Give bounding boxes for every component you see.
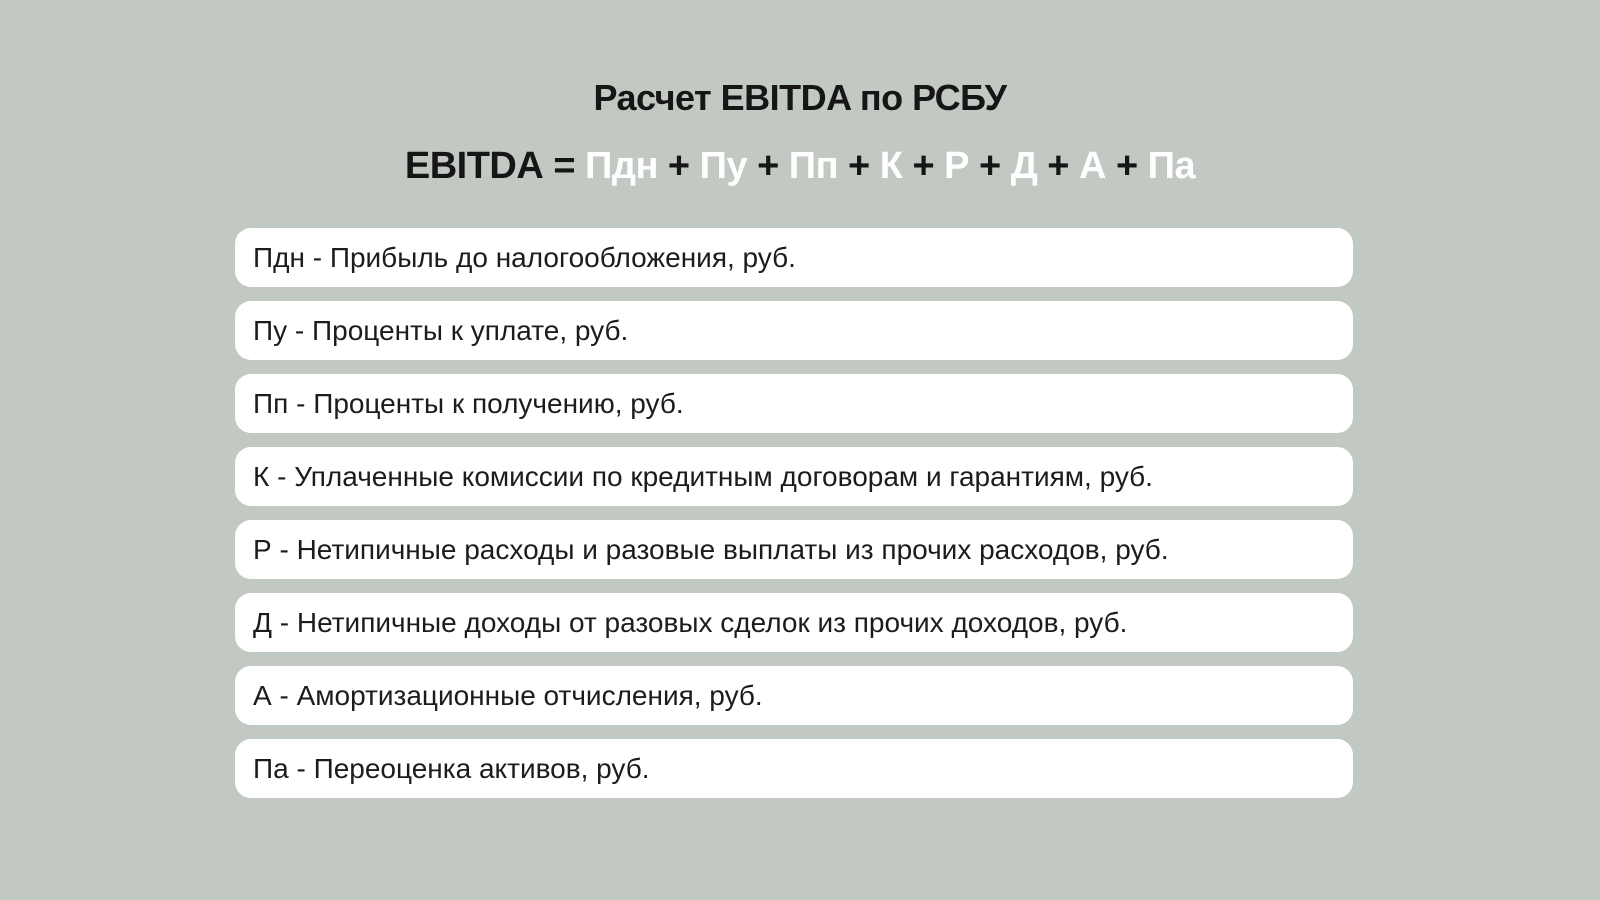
definition-abbr: Пу bbox=[253, 314, 288, 346]
definition-card: К - Уплаченные комиссии по кредитным договорам и гарантиям, руб. bbox=[235, 447, 1353, 506]
formula-plus: + bbox=[757, 145, 779, 187]
definitions-list bbox=[235, 228, 1353, 812]
definition-text: Проценты к уплате, руб. bbox=[312, 314, 629, 346]
definition-abbr: Пп bbox=[253, 387, 289, 419]
definition-text: Амортизационные отчисления, руб. bbox=[296, 679, 763, 711]
definition-text: Проценты к получению, руб. bbox=[313, 387, 684, 419]
definition-text: Нетипичные доходы от разовых сделок из прочих доходов, руб. bbox=[296, 606, 1128, 638]
formula-plus: + bbox=[912, 145, 935, 187]
definition-text: Нетипичные расходы и разовые выплаты из прочих расходов, руб. bbox=[296, 533, 1169, 565]
definition-card: Р - Нетипичные расходы и разовые выплаты из прочих расходов, руб. bbox=[235, 520, 1353, 579]
ebitda-formula bbox=[0, 143, 1600, 189]
definition-text: Переоценка активов, руб. bbox=[313, 752, 650, 784]
formula-equals: = bbox=[553, 145, 576, 187]
formula-plus: + bbox=[979, 145, 1001, 187]
definition-card: Д - Нетипичные доходы от разовых сделок из прочих доходов, руб. bbox=[235, 593, 1353, 652]
formula-term: Пп bbox=[788, 145, 839, 187]
formula-term: К bbox=[879, 145, 903, 187]
definition-card: Пу - Проценты к уплате, руб. bbox=[235, 301, 1353, 360]
page-title: Расчет EBITDA по РСБУ bbox=[593, 77, 1007, 118]
definition-card: Пп - Проценты к получению, руб. bbox=[235, 374, 1353, 433]
definition-abbr: А bbox=[253, 679, 272, 711]
formula-plus: + bbox=[667, 145, 690, 187]
definition-card: Па - Переоценка активов, руб. bbox=[235, 739, 1353, 798]
definition-card: А - Амортизационные отчисления, руб. bbox=[235, 666, 1353, 725]
definition-abbr: Р bbox=[253, 533, 272, 565]
formula-lhs: EBITDA bbox=[404, 145, 544, 187]
definition-abbr: Пдн bbox=[253, 241, 305, 273]
formula-term: Р bbox=[944, 145, 970, 187]
formula-term: Пу bbox=[699, 145, 748, 187]
definition-text: Прибыль до налогообложения, руб. bbox=[329, 241, 796, 273]
definition-abbr: Д bbox=[253, 606, 272, 638]
formula-plus: + bbox=[1115, 145, 1138, 187]
definition-abbr: К bbox=[253, 460, 270, 492]
formula-term: Пдн bbox=[585, 145, 658, 187]
formula-term: Па bbox=[1147, 145, 1196, 187]
formula-term: А bbox=[1079, 145, 1106, 187]
definition-card: Пдн - Прибыль до налогообложения, руб. bbox=[235, 228, 1353, 287]
formula-term: Д bbox=[1010, 145, 1038, 187]
definition-abbr: Па bbox=[253, 752, 289, 784]
formula-plus: + bbox=[1047, 145, 1069, 187]
definition-text: Уплаченные комиссии по кредитным договорам и гарантиям, руб. bbox=[294, 460, 1153, 492]
formula-plus: + bbox=[848, 145, 870, 187]
